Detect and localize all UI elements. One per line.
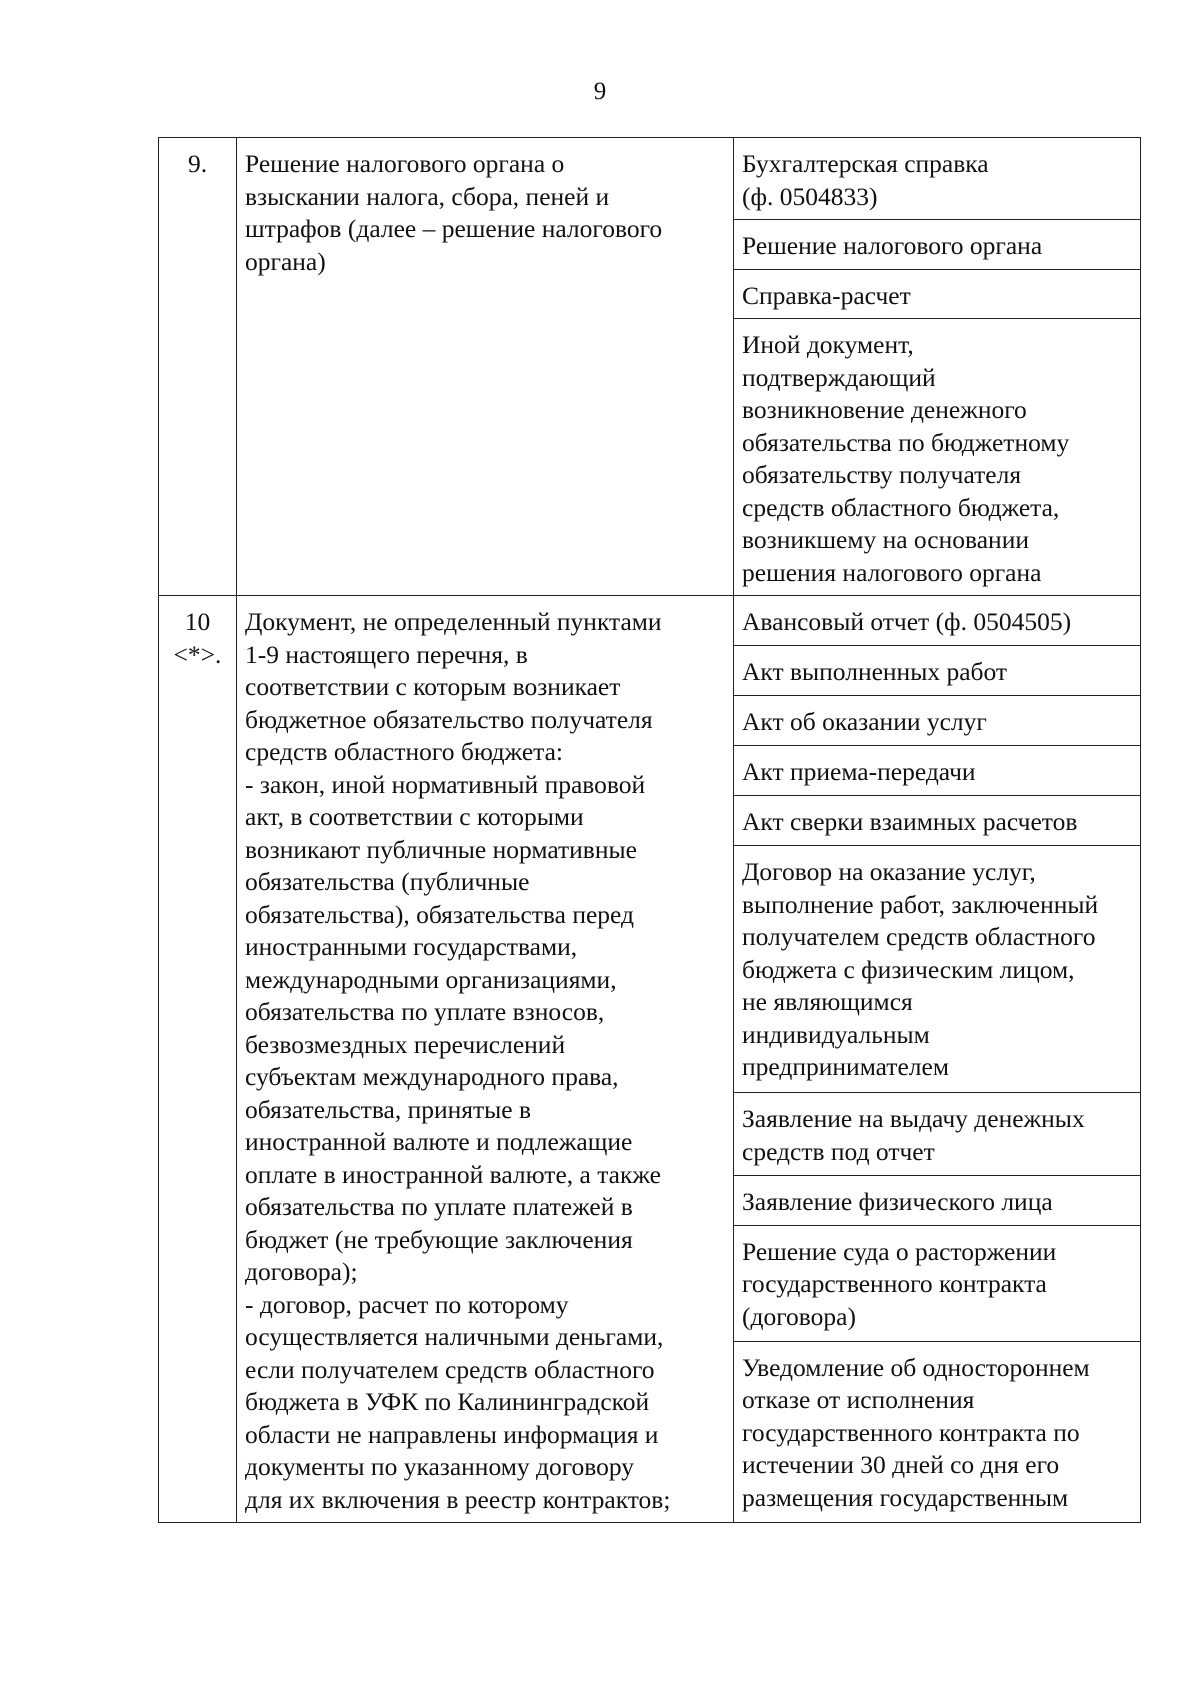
supporting-document-text: бюджета с физическим лицом,: [742, 954, 1075, 984]
page-number: 9: [593, 78, 607, 105]
supporting-document-text: Иной документ,: [742, 330, 914, 359]
supporting-document-text: Акт об оказании услуг: [742, 707, 987, 736]
supporting-document-cell: [734, 646, 1141, 696]
obligation-basis-text: договора);: [245, 1257, 358, 1286]
documents-table: [158, 137, 1141, 1523]
table-row: [159, 138, 1141, 220]
supporting-document-text: решения налогового органа: [742, 557, 1042, 587]
obligation-basis-text: обязательства, принятые в: [245, 1094, 532, 1124]
obligation-basis-text: 1-9 настоящего перечня, в: [245, 639, 528, 669]
supporting-document-cell: [734, 696, 1141, 746]
obligation-basis-text: субъектам международного права,: [245, 1062, 619, 1091]
obligation-basis-text: если получателем средств областного: [245, 1354, 655, 1384]
supporting-document-text: средств под отчет: [742, 1136, 935, 1166]
supporting-document-cell: [734, 746, 1141, 796]
supporting-document-text: средств областного бюджета,: [742, 492, 1060, 522]
obligation-basis-text: обязательства по уплате взносов,: [245, 997, 605, 1026]
obligation-basis-text: безвозмездных перечислений: [245, 1029, 566, 1059]
obligation-basis-text: бюджет (не требующие заключения: [245, 1224, 633, 1254]
obligation-basis-cell: [237, 596, 734, 1523]
supporting-document-text: подтверждающий: [742, 362, 936, 392]
supporting-document-cell: [734, 269, 1141, 319]
item-number-cell: [159, 138, 237, 596]
supporting-document-text: обязательства по бюджетному: [742, 427, 1070, 457]
obligation-basis-text: бюджетное обязательство получателя: [245, 704, 653, 734]
obligation-basis-text: обязательства), обязательства перед: [245, 899, 634, 929]
supporting-document-text: государственного контракта по: [742, 1417, 1080, 1447]
obligation-basis-cell: [237, 138, 734, 596]
item-number: <*>.: [173, 639, 222, 669]
supporting-document-text: Акт выполненных работ: [742, 657, 1008, 686]
supporting-document-text: Акт приема-передачи: [742, 757, 976, 786]
supporting-document-cell: [734, 846, 1141, 1093]
supporting-document-text: государственного контракта: [742, 1269, 1047, 1299]
supporting-document-text: Уведомление об одностороннем: [742, 1352, 1090, 1382]
supporting-document-text: обязательству получателя: [742, 460, 1022, 489]
obligation-basis-text: органа): [245, 246, 326, 276]
supporting-document-text: индивидуальным: [742, 1019, 930, 1049]
supporting-document-text: возникновение денежного: [742, 395, 1027, 424]
supporting-document-cell: [734, 1093, 1141, 1176]
obligation-basis-text: - договор, расчет по которому: [245, 1289, 569, 1319]
supporting-document-cell: [734, 1175, 1141, 1225]
supporting-document-text: размещения государственным: [742, 1482, 1069, 1512]
obligation-basis-text: штрафов (далее – решение налогового: [245, 214, 663, 243]
obligation-basis-text: иностранной валюте и подлежащие: [245, 1127, 633, 1156]
supporting-document-text: (договора): [742, 1301, 856, 1331]
supporting-document-cell: [734, 138, 1141, 220]
obligation-basis-text: возникают публичные нормативные: [245, 834, 637, 864]
obligation-basis-text: осуществляется наличными деньгами,: [245, 1322, 664, 1351]
supporting-document-text: Договор на оказание услуг,: [742, 857, 1036, 886]
supporting-document-text: Бухгалтерская справка: [742, 149, 989, 178]
supporting-document-text: Авансовый отчет (ф. 0504505): [742, 607, 1072, 636]
supporting-document-text: Заявление физического лица: [742, 1186, 1053, 1216]
obligation-basis-text: взыскании налога, сбора, пеней и: [245, 181, 610, 211]
supporting-document-cell: [734, 1225, 1141, 1341]
obligation-basis-text: международными организациями,: [245, 964, 617, 994]
supporting-document-text: истечении 30 дней со дня его: [742, 1450, 1060, 1480]
table-row: [159, 596, 1141, 646]
supporting-document-text: Решение налогового органа: [742, 231, 1043, 260]
obligation-basis-text: бюджета в УФК по Калининградской: [245, 1387, 650, 1416]
supporting-document-text: не являющимся: [742, 987, 913, 1016]
obligation-basis-text: документы по указанному договору: [245, 1452, 635, 1481]
item-number: 10: [184, 607, 211, 636]
obligation-basis-text: обязательства по уплате платежей в: [245, 1192, 633, 1221]
supporting-document-cell: [734, 596, 1141, 646]
supporting-document-cell: [734, 796, 1141, 846]
supporting-document-text: получателем средств областного: [742, 922, 1096, 951]
item-number-cell: [159, 596, 237, 1523]
supporting-document-text: Акт сверки взаимных расчетов: [742, 807, 1078, 836]
supporting-document-text: (ф. 0504833): [742, 181, 878, 211]
supporting-document-cell: [734, 319, 1141, 596]
supporting-document-text: Заявление на выдачу денежных: [742, 1104, 1085, 1134]
obligation-basis-text: - закон, иной нормативный правовой: [245, 769, 646, 799]
obligation-basis-text: средств областного бюджета:: [245, 737, 564, 766]
obligation-basis-text: соответствии с которым возникает: [245, 672, 621, 701]
obligation-basis-text: для их включения в реестр контрактов;: [245, 1484, 671, 1514]
obligation-basis-text: Документ, не определенный пунктами: [245, 607, 662, 636]
supporting-document-text: выполнение работ, заключенный: [742, 889, 1099, 919]
supporting-document-text: Справка-расчет: [742, 280, 911, 310]
supporting-document-text: отказе от исполнения: [742, 1385, 975, 1415]
supporting-document-text: предпринимателем: [742, 1052, 949, 1081]
obligation-basis-text: области не направлены информация и: [245, 1419, 659, 1449]
supporting-document-cell: [734, 220, 1141, 270]
obligation-basis-text: Решение налогового органа о: [245, 149, 565, 178]
obligation-basis-text: оплате в иностранной валюте, а также: [245, 1159, 661, 1189]
item-number: 9.: [187, 149, 208, 178]
supporting-document-text: возникшему на основании: [742, 525, 1029, 554]
obligation-basis-text: акт, в соответствии с которыми: [245, 802, 584, 831]
obligation-basis-text: иностранными государствами,: [245, 932, 578, 961]
supporting-document-cell: [734, 1341, 1141, 1522]
obligation-basis-text: обязательства (публичные: [245, 867, 530, 896]
supporting-document-text: Решение суда о расторжении: [742, 1236, 1057, 1266]
